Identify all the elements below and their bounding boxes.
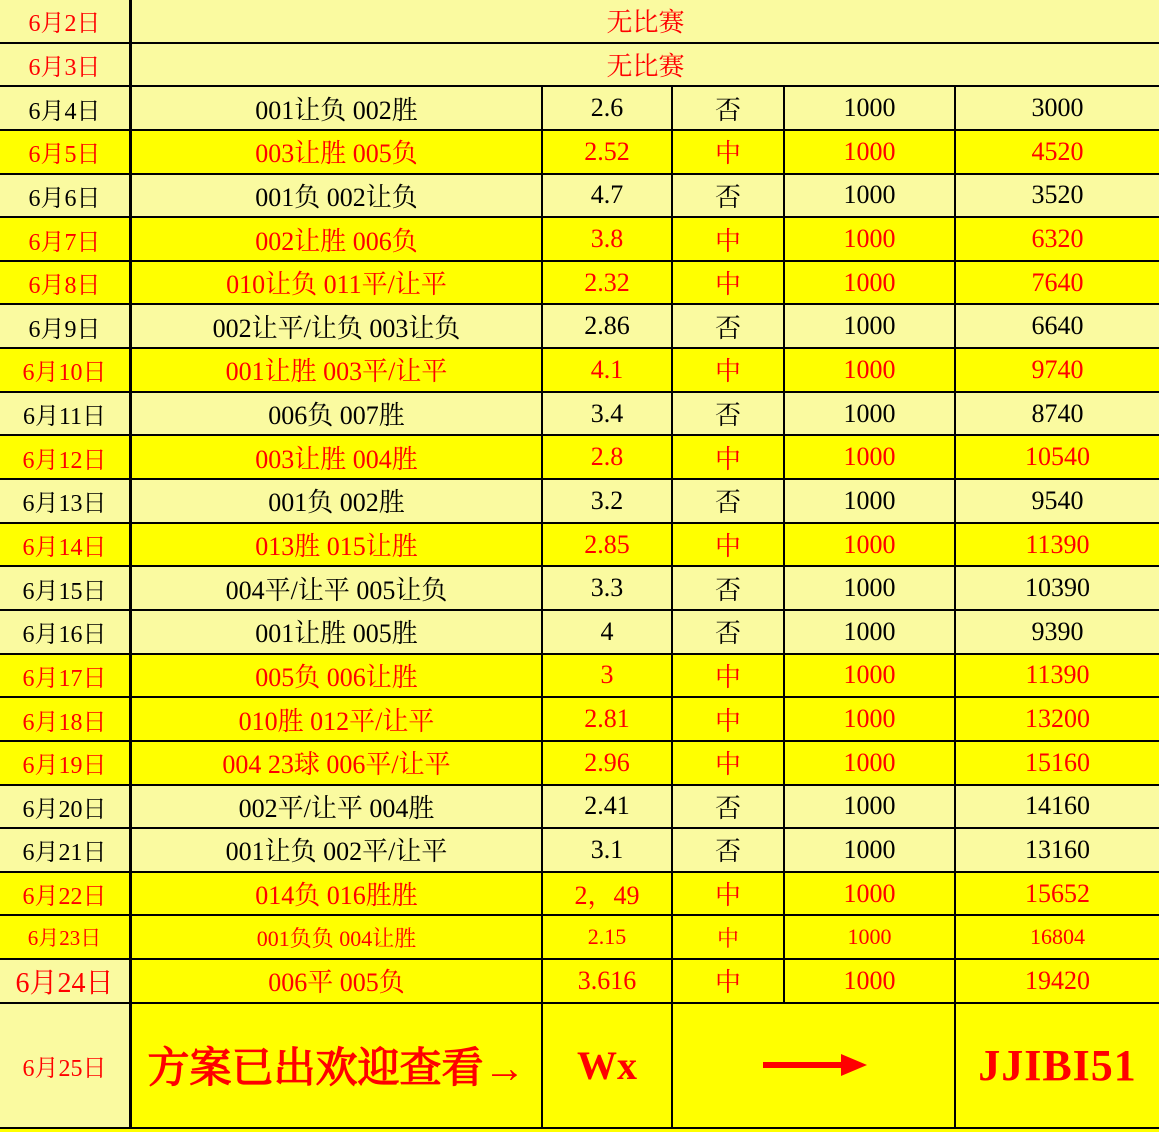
result-cell: 中 <box>673 655 785 697</box>
total-cell: 13160 <box>1025 834 1090 864</box>
date-cell: 6月17日 <box>0 655 132 697</box>
result-cell: 中 <box>673 131 785 173</box>
result-cell: 中 <box>673 916 785 958</box>
table-row <box>0 829 1159 873</box>
stake-cell: 1000 <box>785 829 956 871</box>
pick-cell: 001让负 002平/让平 <box>132 829 543 871</box>
pick-cell: 001让胜 003平/让平 <box>132 349 543 391</box>
total-cell: 3520 <box>1031 180 1084 210</box>
odds-cell: 2.86 <box>543 305 673 347</box>
total-cell: 11390 <box>1025 529 1090 559</box>
pick-cell: 002让胜 006负 <box>132 218 543 260</box>
result-cell: 否 <box>673 305 785 347</box>
date-cell: 6月3日 <box>0 44 132 86</box>
result-cell: 中 <box>673 960 785 1002</box>
date-cell: 6月21日 <box>0 829 132 871</box>
total-cell: 15652 <box>1025 878 1090 908</box>
date-cell: 6月8日 <box>0 262 132 304</box>
table-row <box>0 131 1159 175</box>
stake-cell: 1000 <box>785 960 956 1002</box>
pick-cell: 006负 007胜 <box>132 393 543 435</box>
odds-cell: 2.52 <box>543 131 673 173</box>
table-row <box>0 175 1159 219</box>
total-cell: 9390 <box>1031 616 1084 646</box>
pick-cell: 001负 002胜 <box>132 480 543 522</box>
pick-cell: 005负 006让胜 <box>132 655 543 697</box>
stake-cell: 1000 <box>785 873 956 915</box>
date-cell: 6月9日 <box>0 305 132 347</box>
no-match-cell: 无比赛 <box>606 8 685 38</box>
result-cell: 中 <box>673 742 785 784</box>
total-cell: 7640 <box>1031 267 1084 297</box>
stake-cell: 1000 <box>785 611 956 653</box>
odds-cell: 2.41 <box>543 786 673 828</box>
result-cell: 中 <box>673 262 785 304</box>
date-cell: 6月15日 <box>0 567 132 609</box>
total-cell: 13200 <box>1025 704 1090 734</box>
table-row <box>0 873 1159 917</box>
result-cell: 中 <box>673 349 785 391</box>
total-cell: 6640 <box>1031 311 1084 341</box>
table-row <box>0 349 1159 393</box>
date-cell: 6月7日 <box>0 218 132 260</box>
date-cell: 6月19日 <box>0 742 132 784</box>
odds-cell: 3.8 <box>543 218 673 260</box>
stake-cell: 1000 <box>785 305 956 347</box>
table-row <box>0 393 1159 437</box>
table-row <box>0 218 1159 262</box>
table-row <box>0 960 1159 1004</box>
table-row <box>0 436 1159 480</box>
odds-cell: 3 <box>543 655 673 697</box>
stake-cell: 1000 <box>785 436 956 478</box>
contact-code-cell: JJIBI51 <box>978 1040 1137 1090</box>
pick-cell: 002让平/让负 003让负 <box>132 305 543 347</box>
table-row <box>0 655 1159 699</box>
promo-message-cell: 方案已出欢迎查看→ <box>132 1004 543 1127</box>
wechat-label-cell: Wx <box>543 1004 673 1127</box>
no-match-cell: 无比赛 <box>606 51 685 81</box>
odds-cell: 2.81 <box>543 698 673 740</box>
odds-cell: 3.4 <box>543 393 673 435</box>
pick-cell: 001负负 004让胜 <box>132 916 543 958</box>
odds-cell: 3.2 <box>543 480 673 522</box>
result-cell: 否 <box>673 567 785 609</box>
table-row <box>0 480 1159 524</box>
result-cell: 否 <box>673 829 785 871</box>
result-cell: 中 <box>673 436 785 478</box>
odds-cell: 3.3 <box>543 567 673 609</box>
table-row <box>0 524 1159 568</box>
pick-cell: 001让胜 005胜 <box>132 611 543 653</box>
date-cell: 6月14日 <box>0 524 132 566</box>
date-cell: 6月20日 <box>0 786 132 828</box>
stake-cell: 1000 <box>785 916 956 958</box>
stake-cell: 1000 <box>785 393 956 435</box>
table-row <box>0 87 1159 131</box>
date-cell: 6月22日 <box>0 873 132 915</box>
odds-cell: 3.1 <box>543 829 673 871</box>
table-row <box>0 1004 1159 1129</box>
odds-cell: 4 <box>543 611 673 653</box>
total-cell: 14160 <box>1025 791 1090 821</box>
result-cell: 否 <box>673 87 785 129</box>
pick-cell: 010胜 012平/让平 <box>132 698 543 740</box>
table-row <box>0 611 1159 655</box>
date-cell: 6月2日 <box>0 0 132 42</box>
total-cell: 8740 <box>1031 398 1084 428</box>
odds-cell: 2.85 <box>543 524 673 566</box>
date-cell: 6月24日 <box>0 960 132 1002</box>
result-cell: 中 <box>673 218 785 260</box>
date-cell: 6月12日 <box>0 436 132 478</box>
date-cell: 6月18日 <box>0 698 132 740</box>
pick-cell: 001让负 002胜 <box>132 87 543 129</box>
table-row <box>0 698 1159 742</box>
total-cell: 9540 <box>1031 485 1084 515</box>
total-cell: 19420 <box>1025 965 1090 995</box>
date-cell: 6月11日 <box>0 393 132 435</box>
stake-cell: 1000 <box>785 175 956 217</box>
odds-cell: 2，49 <box>543 873 673 915</box>
result-cell: 中 <box>673 698 785 740</box>
date-cell: 6月10日 <box>0 349 132 391</box>
total-cell: 10390 <box>1025 573 1090 603</box>
total-cell: 4520 <box>1031 136 1084 166</box>
stake-cell: 1000 <box>785 262 956 304</box>
pick-cell: 003让胜 004胜 <box>132 436 543 478</box>
arrow-cell <box>673 1004 956 1127</box>
table-row <box>0 916 1159 960</box>
table-row <box>0 305 1159 349</box>
stake-cell: 1000 <box>785 131 956 173</box>
pick-cell: 014负 016胜胜 <box>132 873 543 915</box>
bottom-strip <box>0 1129 1159 1132</box>
pick-cell: 010让负 011平/让平 <box>132 262 543 304</box>
odds-cell: 2.8 <box>543 436 673 478</box>
date-cell: 6月25日 <box>0 1004 132 1127</box>
arrow-right-icon <box>759 1048 869 1082</box>
result-cell: 中 <box>673 873 785 915</box>
result-cell: 否 <box>673 611 785 653</box>
odds-cell: 4.1 <box>543 349 673 391</box>
table-row <box>0 786 1159 830</box>
date-cell: 6月4日 <box>0 87 132 129</box>
pick-cell: 006平 005负 <box>132 960 543 1002</box>
total-cell: 16804 <box>1030 924 1085 950</box>
stake-cell: 1000 <box>785 786 956 828</box>
result-cell: 否 <box>673 480 785 522</box>
pick-cell: 013胜 015让胜 <box>132 524 543 566</box>
result-cell: 否 <box>673 786 785 828</box>
stake-cell: 1000 <box>785 349 956 391</box>
result-cell: 中 <box>673 524 785 566</box>
pick-cell: 004平/让平 005让负 <box>132 567 543 609</box>
total-cell: 3000 <box>1031 93 1084 123</box>
stake-cell: 1000 <box>785 567 956 609</box>
table-row <box>0 0 1159 44</box>
pick-cell: 002平/让平 004胜 <box>132 786 543 828</box>
table-row <box>0 567 1159 611</box>
total-cell: 10540 <box>1025 442 1090 472</box>
odds-cell: 2.32 <box>543 262 673 304</box>
result-cell: 否 <box>673 393 785 435</box>
stake-cell: 1000 <box>785 742 956 784</box>
odds-cell: 2.96 <box>543 742 673 784</box>
stake-cell: 1000 <box>785 218 956 260</box>
total-cell: 11390 <box>1025 660 1090 690</box>
stake-cell: 1000 <box>785 524 956 566</box>
pick-cell: 001负 002让负 <box>132 175 543 217</box>
pick-cell: 004 23球 006平/让平 <box>132 742 543 784</box>
total-cell: 6320 <box>1031 224 1084 254</box>
stake-cell: 1000 <box>785 655 956 697</box>
total-cell: 9740 <box>1031 354 1084 384</box>
date-cell: 6月5日 <box>0 131 132 173</box>
odds-cell: 4.7 <box>543 175 673 217</box>
result-cell: 否 <box>673 175 785 217</box>
date-cell: 6月23日 <box>0 916 132 958</box>
table-row <box>0 44 1159 88</box>
odds-cell: 3.616 <box>543 960 673 1002</box>
stake-cell: 1000 <box>785 480 956 522</box>
table-row <box>0 262 1159 306</box>
pick-cell: 003让胜 005负 <box>132 131 543 173</box>
odds-cell: 2.6 <box>543 87 673 129</box>
date-cell: 6月6日 <box>0 175 132 217</box>
date-cell: 6月13日 <box>0 480 132 522</box>
total-cell: 15160 <box>1025 747 1090 777</box>
stake-cell: 1000 <box>785 698 956 740</box>
date-cell: 6月16日 <box>0 611 132 653</box>
table-row <box>0 742 1159 786</box>
odds-cell: 2.15 <box>543 916 673 958</box>
stake-cell: 1000 <box>785 87 956 129</box>
